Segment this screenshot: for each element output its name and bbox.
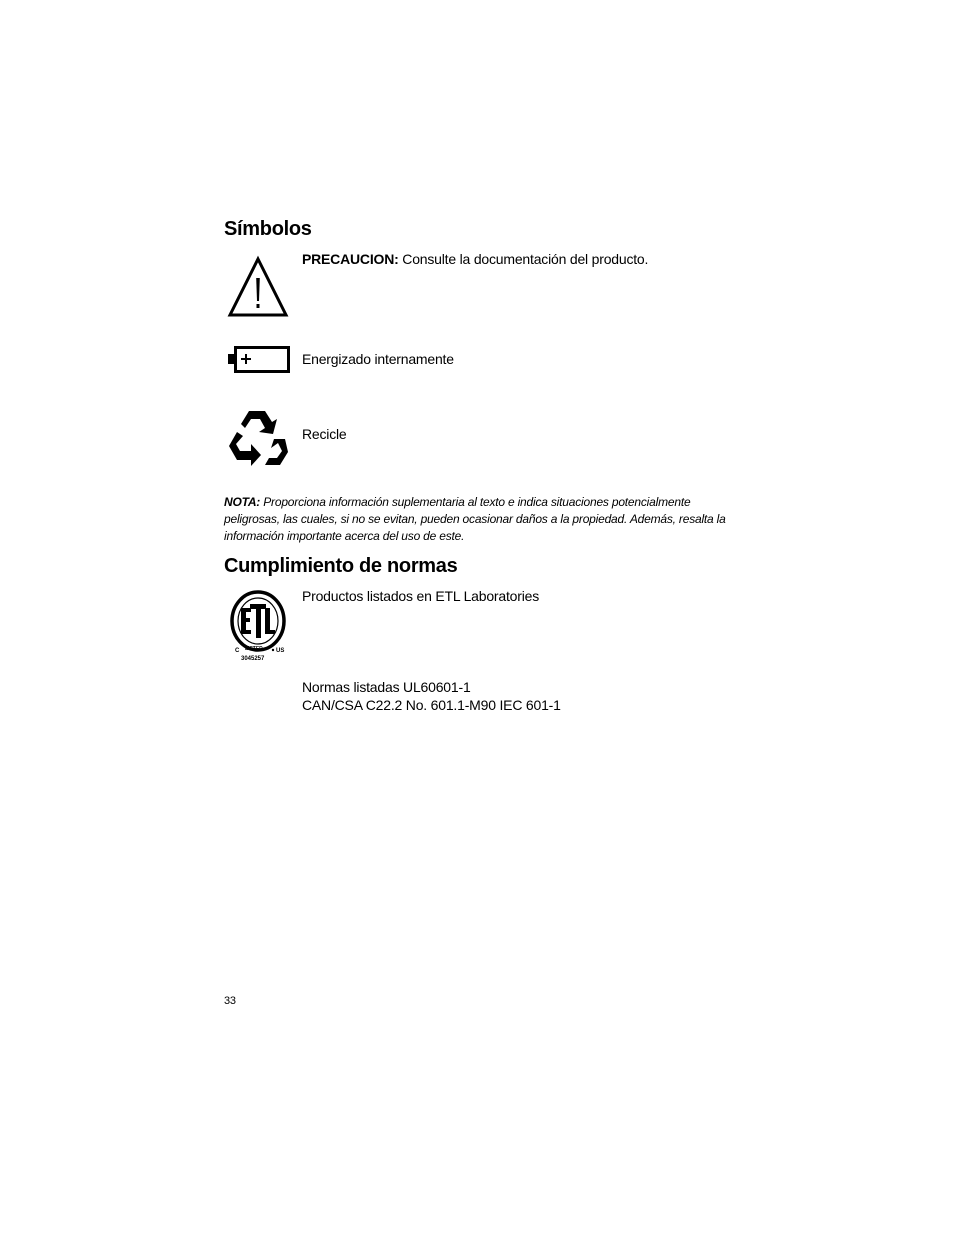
battery-description: Energizado internamente	[302, 351, 454, 367]
standards-line-1: Normas listadas UL60601-1	[302, 679, 471, 695]
standards-line-2: CAN/CSA C22.2 No. 601.1-M90 IEC 601-1	[302, 697, 561, 713]
page-number: 33	[224, 995, 236, 1007]
recycle-description: Recicle	[302, 426, 347, 442]
note-text: Proporciona información suplementaria al texto e indica situaciones potencialmente peligrosas, las cuales, si no se evitan, pueden ocasionar daños a la propiedad. Además, resalta la información importante acerca del uso de este.	[224, 495, 726, 543]
caution-text: Consulte la documentación del producto.	[402, 251, 649, 267]
etl-logo-left: C	[235, 648, 240, 654]
section-heading-compliance: Cumplimiento de normas	[224, 555, 458, 577]
section-heading-symbols: Símbolos	[224, 218, 312, 240]
caution-label: PRECAUCION:	[302, 251, 399, 267]
caution-description	[302, 251, 648, 268]
etl-description: Productos listados en ETL Laboratories	[302, 588, 540, 604]
etl-logo-number: 3045257	[241, 656, 265, 662]
etl-logo-right: US	[276, 648, 285, 654]
battery-icon	[228, 346, 290, 374]
etl-listed-logo	[223, 590, 293, 666]
note-paragraph	[224, 494, 734, 545]
etl-logo-dot	[272, 649, 274, 651]
recycle-icon	[227, 408, 289, 470]
warning-triangle-icon	[228, 256, 288, 318]
etl-logo-arc: LISTED	[245, 646, 263, 652]
note-label: NOTA:	[224, 495, 261, 509]
